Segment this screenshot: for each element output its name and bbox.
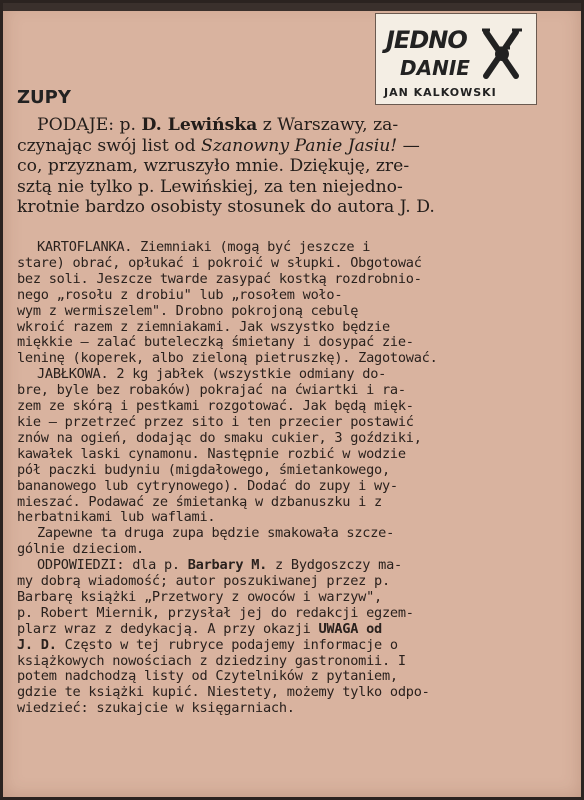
text-run: J. D. <box>17 637 57 653</box>
body-line <box>17 431 573 447</box>
body-line <box>17 654 573 670</box>
body-line <box>17 622 573 638</box>
body-line <box>17 367 573 383</box>
text-run: potem nadchodzą listy od Czytelników z pytaniem, <box>17 669 398 685</box>
text-run: Często w tej rubryce podajemy informacje o <box>56 637 398 653</box>
text-run: z Warszawy, za- <box>257 115 399 135</box>
body-line <box>17 510 573 526</box>
text-run: ODPOWIEDZI: dla p. <box>37 558 188 574</box>
recipes-body <box>17 240 573 717</box>
intro-line <box>17 197 573 218</box>
top-rule <box>3 3 581 11</box>
text-run: p. Robert Miernik, przysłał jej do redakcji egzem- <box>17 605 414 621</box>
column-logo <box>375 13 537 105</box>
body-line <box>17 590 573 606</box>
text-run: co, przyznam, wzruszyło mnie. Dziękuję, zre- <box>17 156 410 177</box>
body-line <box>17 495 573 511</box>
text-run: sztą nie tylko p. Lewińskiej, za ten niejedno- <box>17 176 403 197</box>
text-run: bre, byle bez robaków) pokrajać na ćwiartki i ra- <box>17 383 406 399</box>
text-run: pół paczki budyniu (migdałowego, śmietankowego, <box>17 462 390 478</box>
text-run: gdzie te książki kupić. Niestety, możemy tylko odpo- <box>17 685 430 701</box>
text-run: zem ze skórą i pestkami rozgotować. Jak będą mięk- <box>17 399 414 415</box>
text-run: czynając swój list od <box>17 135 202 156</box>
intro-line <box>17 177 573 198</box>
text-run: leninę (koperek, albo zieloną pietruszkę). Zagotować. <box>17 351 438 367</box>
text-run: nego „rosołu z drobiu" lub „rosołem woło- <box>17 287 343 303</box>
text-run: wkroić razem z ziemniakami. Jak wszystko będzie <box>17 319 390 335</box>
body-line <box>17 526 573 542</box>
text-run: krotnie bardzo osobisty stosunek do autora J. D. <box>17 197 435 218</box>
text-run: miękkie — zalać buteleczką śmietany i dosypać zie- <box>17 335 414 351</box>
intro-line <box>17 136 573 157</box>
text-run: herbatnikami lub waflami. <box>17 510 216 526</box>
logo-line-2: DANIE <box>400 56 470 80</box>
text-run: my dobrą wiadomość; autor poszukiwanej przez p. <box>17 574 390 590</box>
text-run: Zapewne ta druga zupa będzie smakowała szcze- <box>37 526 395 542</box>
text-run: stare) obrać, opłukać i pokroić w słupki. Obgotować <box>17 255 422 271</box>
logo-line-1: JEDNO <box>386 26 467 54</box>
body-line <box>17 383 573 399</box>
body-line <box>17 351 573 367</box>
text-run: Barbary M. <box>187 558 268 574</box>
body-line <box>17 606 573 622</box>
text-run: mieszać. Podawać ze śmietanką w dzbanuszku i z <box>17 494 382 510</box>
text-run: kie — przetrzeć przez sito i ten przecier postawić <box>17 414 414 430</box>
text-run: Barbarę książki „Przetwory z owoców i warzyw", <box>17 589 382 605</box>
body-line <box>17 256 573 272</box>
text-run: bez soli. Jeszcze twarde zasypać kostką rozdrobnio- <box>17 271 422 287</box>
body-line <box>17 415 573 431</box>
body-line <box>17 447 573 463</box>
body-line <box>17 272 573 288</box>
body-line <box>17 574 573 590</box>
body-line <box>17 399 573 415</box>
section-title: ZUPY <box>17 87 71 108</box>
body-line <box>17 320 573 336</box>
intro-line <box>17 115 573 136</box>
text-run: gólnie dzieciom. <box>17 542 144 558</box>
body-line <box>17 335 573 351</box>
body-line <box>17 463 573 479</box>
intro-line <box>17 156 573 177</box>
text-run: z Bydgoszczy ma- <box>267 558 402 574</box>
text-run: plarz wraz z dedykacją. A przy okazji <box>17 621 319 637</box>
text-run: znów na ogień, dodając do smaku cukier, 3 goździki, <box>17 430 422 446</box>
body-line <box>17 558 573 574</box>
text-run: PODAJE: p. <box>37 115 142 135</box>
newspaper-clipping <box>3 3 581 797</box>
text-run: — <box>397 135 420 156</box>
intro-paragraph <box>17 115 573 218</box>
body-line <box>17 288 573 304</box>
body-line <box>17 638 573 654</box>
body-line <box>17 669 573 685</box>
body-line <box>17 701 573 717</box>
body-line <box>17 304 573 320</box>
logo-author: JAN KALKOWSKI <box>384 86 497 99</box>
body-line <box>17 542 573 558</box>
text-run: kawałek laski cynamonu. Następnie rozbić w wodzie <box>17 446 406 462</box>
text-run: bananowego lub cytrynowego). Dodać do zupy i wy- <box>17 478 398 494</box>
body-line <box>17 479 573 495</box>
text-run: wiedzieć: szukajcie w księgarniach. <box>17 701 295 717</box>
text-run: Szanowny Panie Jasiu! <box>201 135 398 156</box>
body-line <box>17 685 573 701</box>
text-run: JABŁKOWA. 2 kg jabłek (wszystkie odmiany do- <box>37 367 387 383</box>
text-run: wym z wermiszelem". Drobno pokrojoną cebulę <box>17 303 359 319</box>
body-line <box>17 240 573 256</box>
cutlery-icon <box>476 26 528 82</box>
text-run: D. Lewińska <box>141 115 258 135</box>
text-run: książkowych nowościach z dziedziny gastronomii. I <box>17 653 406 669</box>
text-run: UWAGA od <box>318 621 382 637</box>
text-run: KARTOFLANKA. Ziemniaki (mogą być jeszcze i <box>37 240 371 255</box>
